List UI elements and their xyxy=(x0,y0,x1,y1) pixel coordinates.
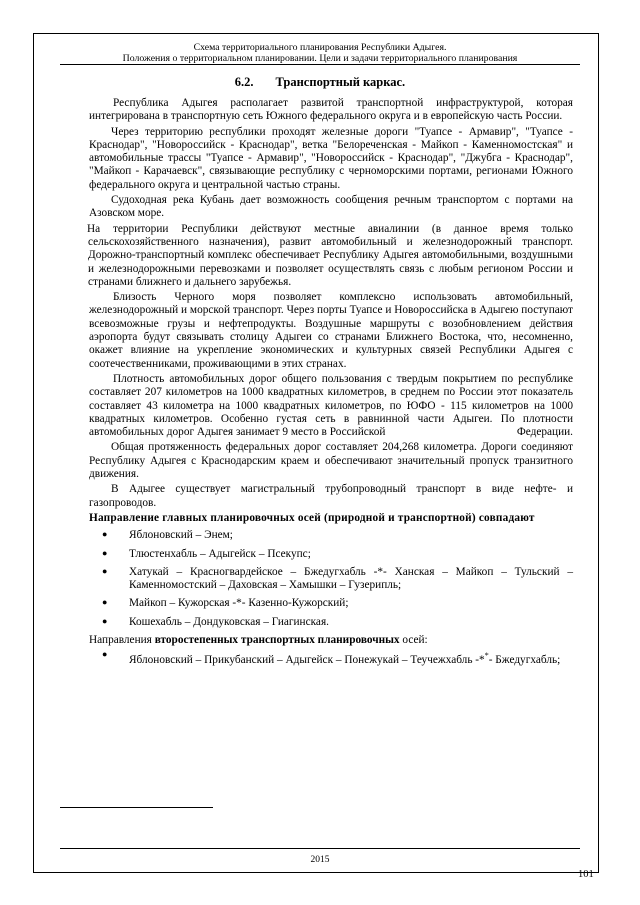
header-rule xyxy=(60,64,580,65)
footer-rule xyxy=(60,848,580,849)
paragraph-aviation xyxy=(88,223,573,289)
paragraph-black-sea: Близость Черного моря позволяет комплексно использовать автомобильный, железнодорожный и морской транспорт. Через порты Туапсе и Новороссийска в Адыгею поступают всевозможные грузы и нефтепродукты. Воздушные маршруты с возобновлением действия аэропорта будут связывать столицу Адыгеи со странами Ближнего Востока, что, несомненно, окажет влияние на укрепление экономических и культурных связей Республики Адыгея с соотечественниками, проживающими в этих странах. xyxy=(89,291,573,370)
paragraph-road-density: Плотность автомобильных дорог общего пользования с твердым покрытием по республике составляет 207 километров на 1000 квадратных километров, в среднем по России этот показатель составляет 43 километра на 1000 квадратных километров, по ЮФО - 115 километров на 1000 квадратных километров. Особенно густая сеть в равнинной части Адыгеи. По плотности автомобильных дорог Адыгея занимает 9 место в Российской xyxy=(89,372,573,439)
list-item: ● Хатукай – Красногвардейское – Бжедугхабль -*- Ханская – Майкоп – Тульский – Каменномостский – Даховская – Хамышки – Гузерипль; xyxy=(129,566,573,593)
secondary-axes-bold: второстепенных транспортных планировочных xyxy=(154,633,400,646)
footnote-separator xyxy=(60,807,213,808)
footer-year: 2015 xyxy=(310,855,330,865)
main-axes-list xyxy=(89,529,573,629)
document-body xyxy=(89,97,573,672)
paragraph-pipelines: В Адыгее существует магистральный трубопроводный транспорт в виде нефте- и газопроводов. xyxy=(89,483,573,509)
list-item xyxy=(129,649,573,667)
list-item: ● Тлюстенхабль – Адыгейск – Псекупс; xyxy=(129,548,573,561)
secondary-axes-list xyxy=(89,649,573,667)
list-item: ● Майкоп – Кужорская -*- Казенно-Кужорский; xyxy=(129,597,573,610)
list-item: ● Кошехабль – Дондуковская – Гиагинская. xyxy=(129,616,573,629)
main-axes-heading: Направление главных планировочных осей (природной и транспортной) совпадают xyxy=(89,511,535,524)
paragraph-aviation-text: На территории Республики действуют местные авиалинии (в данное время только сельскохозяйственного назначения), развит автомобильный и железнодорожный транспорт. Дорожно-транспортный комплекс обеспечивает Республику Адыгея автомобильными, воздушными и железнодорожными перевозками и позволяет осуществлять связь с любым регионом России и странами ближнего и дальнего зарубежья. xyxy=(87,222,573,288)
footnote-marker: * xyxy=(484,651,489,661)
paragraph-intro: Республика Адыгея располагает развитой транспортной инфраструктурой, которая интегрирована в транспортную сеть Южного федерального округа и в европейскую часть России. xyxy=(89,97,573,123)
paragraph-river: Судоходная река Кубань дает возможность сообщения речным транспортом с портами на Азовском море. xyxy=(89,194,573,220)
section-title-text: Транспортный каркас. xyxy=(275,75,406,89)
secondary-axes-prefix: Направления xyxy=(89,633,155,646)
list-item: ● Яблоновский – Энем; xyxy=(129,529,573,542)
secondary-axes-suffix: осей: xyxy=(399,633,428,646)
paragraph-federal-roads: Общая протяженность федеральных дорог составляет 204,268 километра. Дороги соединяют Республику Адыгея с Краснодарским краем и обеспечивают значительный пропуск транзитного движения. xyxy=(89,441,573,481)
section-title xyxy=(60,75,580,90)
secondary-axes-heading xyxy=(89,634,573,647)
running-header-line2: Положения о территориальном планировании. Цели и задачи территориального планирования xyxy=(122,53,518,64)
secondary-item-tail: - Бжедугхабль; xyxy=(488,654,561,667)
page-number: 101 xyxy=(578,869,594,880)
paragraph-railways: Через территорию республики проходят железные дороги "Туапсе - Армавир", "Туапсе - Краснодар", "Новороссийск - Краснодар", ветка "Белореченская - Майкоп - Каменномостская" и автомобильные трассы "Туапсе - Армавир", "Новороссийск - Краснодар", "Джубга - Краснодар", "Майкоп - Карачаевск", связывающие республику с черноморскими портами, регионами Южного федерального округа и центральной частью страны. xyxy=(89,125,573,191)
running-header-line1: Схема территориального планирования Республики Адыгея. xyxy=(193,42,447,53)
paragraph-road-density-end: Федерации. xyxy=(516,426,573,439)
secondary-item-main: Яблоновский – Прикубанский – Адыгейск – Понежукай – Теучежхабль -* xyxy=(129,654,485,667)
section-number: 6.2. xyxy=(234,75,254,89)
